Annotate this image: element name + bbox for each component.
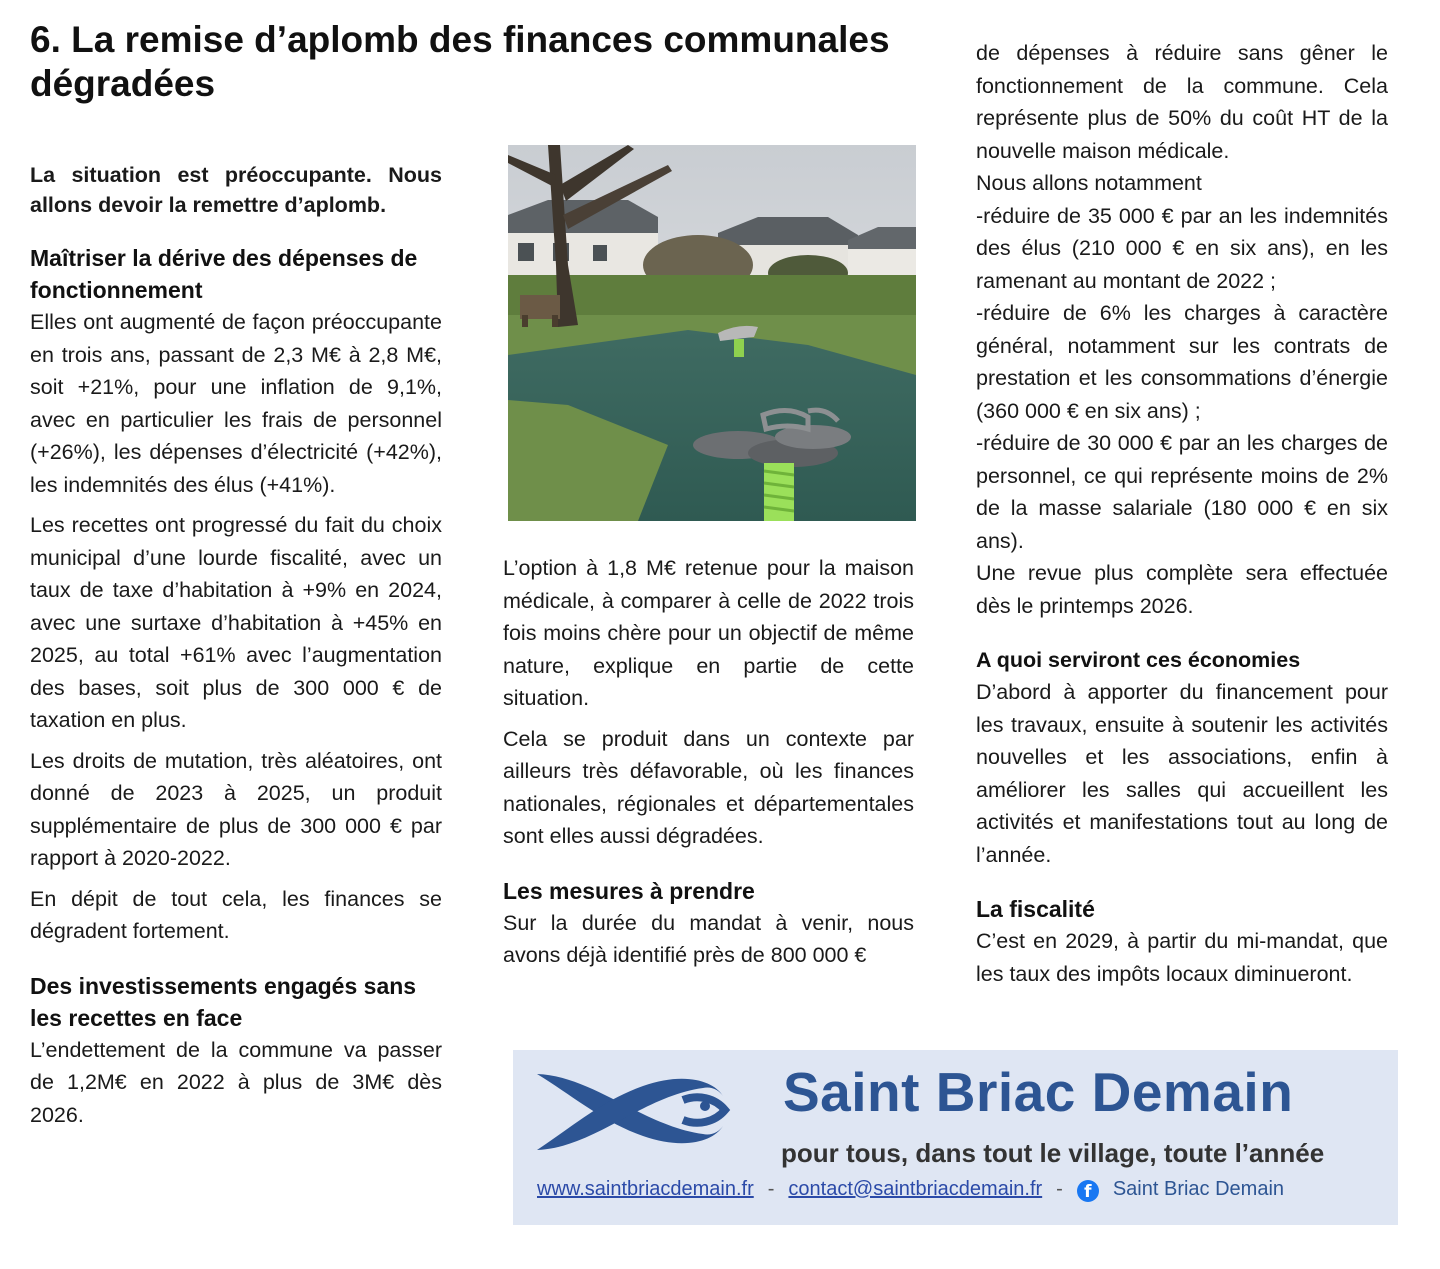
paragraph-revue: Une revue plus complète sera effectuée dès le printemps 2026. [976,561,1388,618]
heading-depenses: Maîtriser la dérive des dépenses de fonctionnement [30,245,418,303]
paragraph-notamment: Nous allons notamment [976,171,1202,195]
column-middle [503,552,914,972]
paragraph-degradation: En dépit de tout cela, les finances se dégradent fortement. [30,886,442,943]
playground-photo [508,145,916,521]
paragraph-charges: -réduire de 6% les charges à caractère général, notamment sur les contrats de prestation et les consommations d’énergie (360 000 € en six ans) ; [976,301,1388,423]
fish-logo [533,1066,733,1156]
paragraph-mandat: Sur la durée du mandat à venir, nous avons déjà identifié près de 800 000 € [503,910,914,967]
paragraph-endettement: L’endettement de la commune va passer de 1,2M€ en 2022 à plus de 3M€ dès 2026. [30,1037,442,1127]
page-title: 6. La remise d’aplomb des finances communales dégradées [30,19,890,104]
website-link[interactable]: www.saintbriacdemain.fr [537,1178,754,1200]
separator: - [1056,1178,1063,1200]
heading-mesures: Les mesures à prendre [503,877,755,904]
column-left [30,160,442,1131]
paragraph-reduction: de dépenses à réduire sans gêner le fonctionnement de la commune. Cela représente plus de 50% du coût HT de la nouvelle maison médicale. [976,41,1388,163]
banner-slogan: pour tous, dans tout le village, toute l’année [781,1138,1325,1168]
facebook-page-name[interactable]: Saint Briac Demain [1112,1178,1285,1200]
heading-investissements: Des investissements engagés sans les recettes en face [30,972,417,1031]
paragraph-contexte: Cela se produit dans un contexte par ailleurs très défavorable, où les finances nationales, régionales et départementales sont elles aussi dégradées. [503,726,914,848]
footer-banner [513,1050,1398,1225]
paragraph-personnel: -réduire de 30 000 € par an les charges de personnel, ce qui représente moins de 2% de la masse salariale (180 000 € en six ans). [976,431,1388,553]
heading-economies: A quoi serviront ces économies [976,648,1301,672]
separator: - [767,1178,775,1200]
banner-links [537,1178,1284,1202]
lead-paragraph: La situation est préoccupante. Nous allons devoir la remettre d’aplomb. [30,163,442,217]
facebook-icon[interactable]: f [1077,1180,1099,1202]
paragraph-mutation: Les droits de mutation, très aléatoires, ont donné de 2023 à 2025, un produit supplémentaire de plus de 300 000 € par rapport à 2020-2022. [30,748,442,870]
paragraph-fiscalite: C’est en 2029, à partir du mi-mandat, que les taux des impôts locaux diminueront. [976,929,1388,986]
paragraph-economies: D’abord à apporter du financement pour les travaux, ensuite à soutenir les activités nouvelles et les associations, enfin à améliorer les salles qui accueillent les activités et manifestations tout au long de l’année. [976,680,1388,867]
paragraph-indemnites: -réduire de 35 000 € par an les indemnités des élus (210 000 € en six ans), en les ramenant au montant de 2022 ; [976,203,1388,293]
heading-fiscalite: La fiscalité [976,896,1095,922]
email-link[interactable]: contact@saintbriacdemain.fr [788,1178,1043,1200]
banner-title: Saint Briac Demain [783,1061,1294,1123]
column-right [976,37,1388,990]
paragraph-depenses: Elles ont augmenté de façon préoccupante en trois ans, passant de 2,3 M€ à 2,8 M€, soit +21%, pour une inflation de 9,1%, avec en particulier les frais de personnel (+26%), les dépenses d’électricité (+42%), les indemnités des élus (+41%). [30,310,442,497]
paragraph-recettes: Les recettes ont progressé du fait du choix municipal d’une lourde fiscalité, avec un taux de taxe d’habitation à +9% en 2024, avec une surtaxe d’habitation à +45% en 2025, au total +61% avec l’augmentation des bases, soit plus de 300 000 € de taxation en plus. [30,513,442,732]
paragraph-maison-medicale: L’option à 1,8 M€ retenue pour la maison médicale, à comparer à celle de 2022 trois fois moins chère pour un objectif de même nature, explique en partie de cette situation. [503,556,914,710]
